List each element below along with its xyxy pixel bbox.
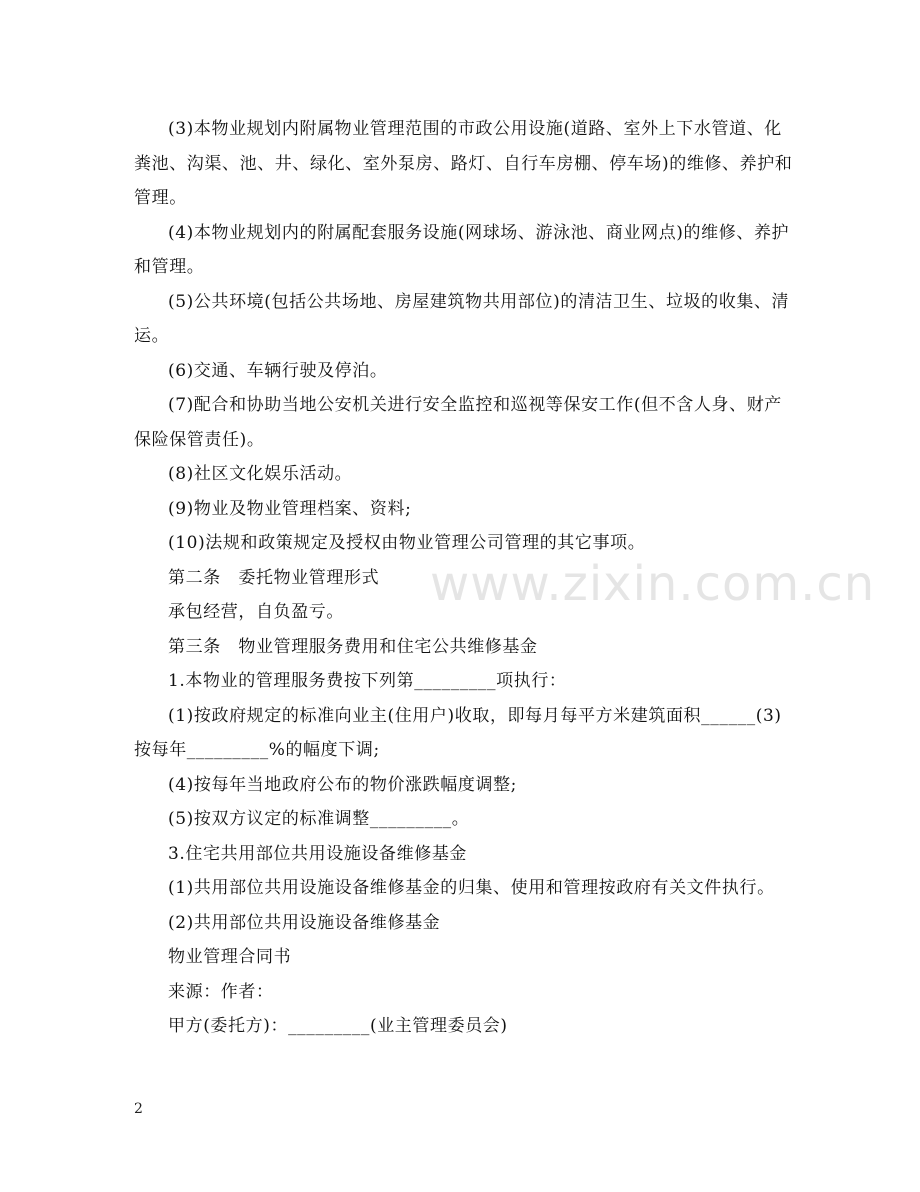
fee-clause-1-item-5: (5)按双方议定的标准调整_________。	[168, 809, 470, 829]
article-two-body: 承包经营，自负盈亏。	[168, 602, 344, 622]
page-number: 2	[134, 1101, 143, 1117]
paragraph-item-7: (7)配合和协助当地公安机关进行安全监控和巡视等保安工作(但不含人身、财产保险保管责任)。	[134, 395, 782, 450]
article-two-heading: 第二条 委托物业管理形式	[168, 567, 380, 588]
article-three-heading: 第三条 物业管理服务费用和住宅公共维修基金	[168, 636, 538, 657]
source-author-line: 来源：作者：	[168, 981, 274, 1002]
fee-clause-1-item-1: (1)按政府规定的标准向业主(住用户)收取，即每月每平方米建筑面积______(3)按每年_________%的幅度下调;	[134, 705, 782, 760]
fund-clause-3-item-1: (1)共用部位共用设施设备维修基金的归集、使用和管理按政府有关文件执行。	[168, 878, 775, 898]
paragraph-item-6: (6)交通、车辆行驶及停泊。	[168, 360, 388, 381]
paragraph-item-9: (9)物业及物业管理档案、资料;	[168, 498, 412, 519]
paragraph-item-10: (10)法规和政策规定及授权由物业管理公司管理的其它事项。	[168, 533, 646, 553]
paragraph-item-8: (8)社区文化娱乐活动。	[168, 464, 353, 484]
paragraph-item-4: (4)本物业规划内的附属配套服务设施(网球场、游泳池、商业网点)的维修、养护和管理。	[134, 222, 790, 277]
document-body	[134, 112, 794, 1044]
paragraph-item-3: (3)本物业规划内附属物业管理范围的市政公用设施(道路、室外上下水管道、化粪池、沟渠、池、井、绿化、室外泵房、路灯、自行车房棚、停车场)的维修、养护和管理。	[134, 119, 793, 208]
fee-clause-1-item-4: (4)按每年当地政府公布的物价涨跌幅度调整;	[168, 774, 518, 795]
fee-clause-1: 1.本物业的管理服务费按下列第_________项执行：	[168, 671, 567, 691]
paragraph-item-5: (5)公共环境(包括公共场地、房屋建筑物共用部位)的清洁卫生、垃圾的收集、清运。	[134, 291, 790, 346]
contract-title: 物业管理合同书	[168, 947, 292, 967]
fund-clause-3-item-2: (2)共用部位共用设施设备维修基金	[168, 912, 441, 933]
fund-clause-3: 3.住宅共用部位共用设施设备维修基金	[168, 843, 468, 864]
party-a-line: 甲方(委托方)：_________(业主管理委员会)	[168, 1016, 508, 1036]
watermark: www.zixin.com.cn	[430, 556, 876, 612]
